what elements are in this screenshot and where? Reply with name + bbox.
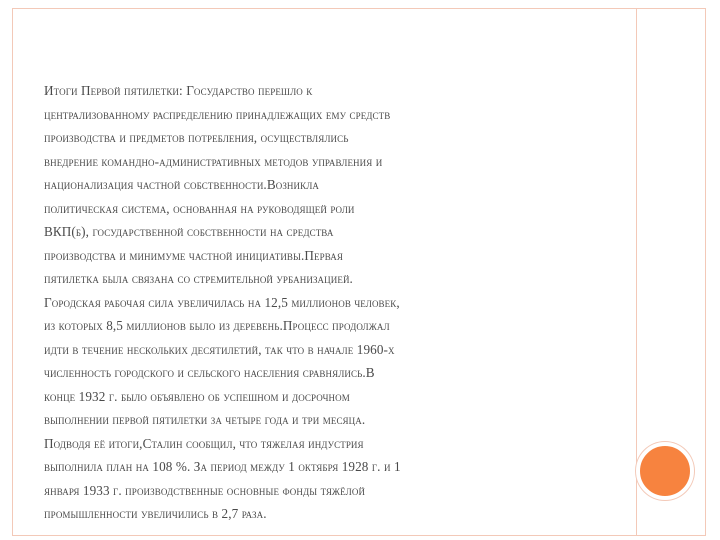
text-line: пятилетка была связана со стремительной урбанизацией. [44, 271, 353, 286]
text-line: Подводя её итоги,Сталин сообщил, что тяжелая индустрия [44, 435, 364, 451]
text-line: централизованному распределению принадлежащих ему средств [44, 106, 391, 122]
text-line: января 1933 г. производственные основные фонды тяжёлой [44, 482, 366, 498]
text-line: конце 1932 г. было объявлено об успешном и досрочном [44, 388, 350, 404]
vertical-divider [636, 8, 637, 536]
text-line: национализация частной собственности.Возникла [44, 177, 320, 192]
orange-circle-decoration [636, 442, 694, 500]
text-line: политическая система, основанная на руководящей роли [44, 200, 355, 216]
text-line: Городская рабочая сила увеличилась на 12,5 миллионов человек, [44, 294, 400, 310]
text-line: выполнении первой пятилетки за четыре года и три месяца. [44, 412, 366, 427]
text-line: производства и предметов потребления, осуществлялись [44, 130, 349, 145]
text-line: идти в течение нескольких десятилетий, так что в начале 1960-х [44, 341, 395, 357]
text-line: ВКП(б), государственной собственности на средства [44, 224, 334, 239]
text-line: внедрение командно-административных методов управления и [44, 153, 383, 169]
text-line: Итоги Первой пятилетки: Государство перешло к [44, 83, 313, 98]
text-line: промышленности увеличились в 2,7 раза. [44, 506, 267, 521]
text-line: численность городского и сельского населения сравнялись.В [44, 365, 375, 380]
text-line: производства и минимуме частной инициативы.Первая [44, 247, 343, 263]
text-line: выполнила план на 108 %. За период между 1 октября 1928 г. и 1 [44, 459, 401, 474]
body-text [44, 79, 634, 526]
text-line: из которых 8,5 миллионов было из деревень.Процесс продолжал [44, 318, 390, 333]
